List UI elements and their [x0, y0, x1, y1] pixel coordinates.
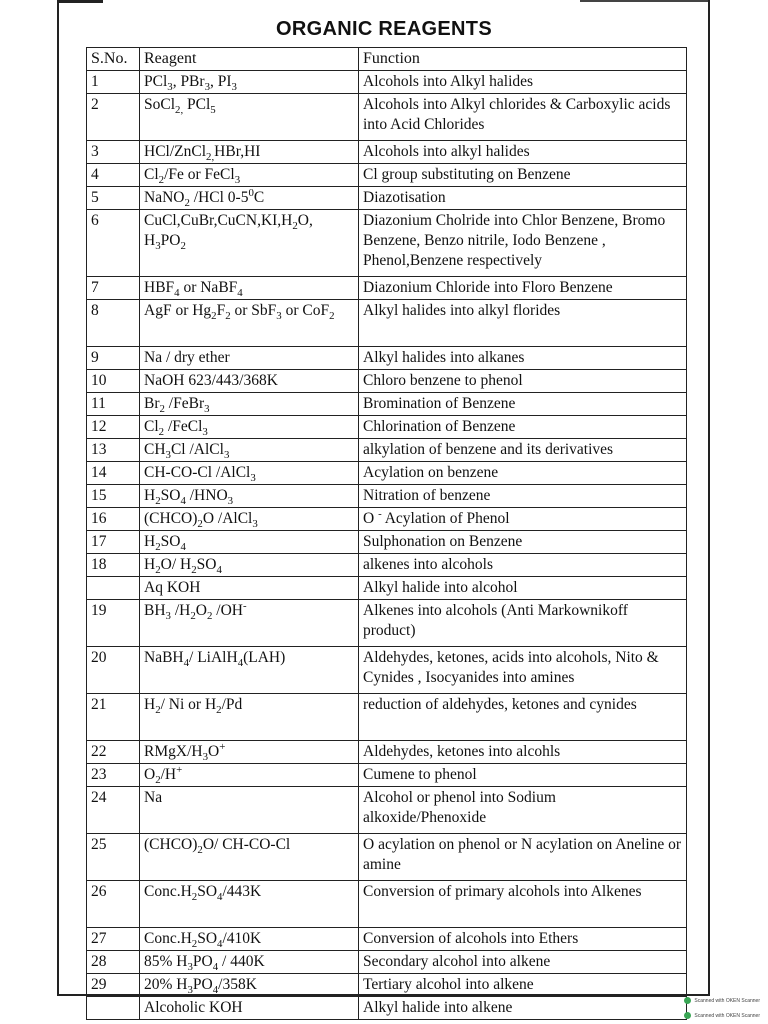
reagent-cell: Na / dry ether [140, 347, 359, 370]
table-row [87, 531, 687, 554]
table-row [87, 600, 687, 647]
reagent-cell: $H_2/$ Ni or $H_2/Pd$ [140, 694, 359, 741]
sno-cell: 25 [87, 834, 140, 881]
function-cell: Cumene to phenol [359, 764, 687, 787]
table-row [87, 300, 687, 347]
function-cell: Alkyl halides into alkanes [359, 347, 687, 370]
table-header-row [87, 48, 687, 71]
reagent-cell: Na [140, 787, 359, 834]
reagent-cell: $H_2O/$ $H_2SO_4$ [140, 554, 359, 577]
sno-cell: 9 [87, 347, 140, 370]
reagent-cell: $H_2SO_4$ $/HNO_3$ [140, 485, 359, 508]
reagent-cell: 20% $H_3PO_4/358K$ [140, 974, 359, 997]
sno-cell: 13 [87, 439, 140, 462]
sno-cell: 20 [87, 647, 140, 694]
table-row [87, 974, 687, 997]
table-row [87, 347, 687, 370]
scanner-text: Scanned with OKEN Scanner [694, 1012, 760, 1019]
header-reagent: Reagent [140, 48, 359, 71]
sno-cell: 22 [87, 741, 140, 764]
function-cell: Chloro benzene to phenol [359, 370, 687, 393]
reagent-cell: $Cl_2/Fe$ or FeCl$_3$ [140, 164, 359, 187]
table-row [87, 787, 687, 834]
sno-cell: 17 [87, 531, 140, 554]
table-row [87, 277, 687, 300]
reagent-cell: HCl/ZnCl$_{2,}$HBr,HI [140, 141, 359, 164]
function-cell: alkenes into alcohols [359, 554, 687, 577]
reagent-cell: 85% $H_3PO_4 / 440K$ [140, 951, 359, 974]
reagent-cell: NaNO$_2$ /HCl $0-5^0C$ [140, 187, 359, 210]
reagent-cell: Aq KOH [140, 577, 359, 600]
reagent-cell: $O_2/H^+$ [140, 764, 359, 787]
reagent-cell: $CuCl,CuBr,CuCN,KI,H_2O$, $H_3PO_2$ [140, 210, 359, 277]
function-cell: O - Acylation of Phenol [359, 508, 687, 531]
function-cell: Nitration of benzene [359, 485, 687, 508]
function-cell: Alcohols into Alkyl chlorides & Carboxylic acids into Acid Chlorides [359, 94, 687, 141]
table-row [87, 94, 687, 141]
function-cell: Diazonium Cholride into Chlor Benzene, Bromo Benzene, Benzo nitrile, Iodo Benzene , Phenol,Benzene respectively [359, 210, 687, 277]
function-cell: Alkyl halide into alcohol [359, 577, 687, 600]
reagent-cell: $(CHCO)_2O$ /AlCl$_3$ [140, 508, 359, 531]
reagent-cell: CH-CO-Cl /AlCl$_3$ [140, 462, 359, 485]
header-sno: S.No. [87, 48, 140, 71]
reagents-table [86, 47, 687, 1020]
table-row [87, 764, 687, 787]
sno-cell [87, 577, 140, 600]
sno-cell: 10 [87, 370, 140, 393]
function-cell: Diazonium Chloride into Floro Benzene [359, 277, 687, 300]
function-cell: Diazotisation [359, 187, 687, 210]
function-cell: Acylation on benzene [359, 462, 687, 485]
table-row [87, 647, 687, 694]
table-row [87, 554, 687, 577]
sno-cell: 18 [87, 554, 140, 577]
scanner-watermark [684, 1012, 760, 1019]
function-cell: Alcohols into Alkyl halides [359, 71, 687, 94]
sno-cell: 11 [87, 393, 140, 416]
sno-cell: 7 [87, 277, 140, 300]
table-row [87, 141, 687, 164]
function-cell: Chlorination of Benzene [359, 416, 687, 439]
table-row [87, 951, 687, 974]
function-cell: Alkenes into alcohols (Anti Markownikoff product) [359, 600, 687, 647]
table-row [87, 187, 687, 210]
reagent-cell: $Conc.H_2SO_4/410K$ [140, 928, 359, 951]
function-cell: Tertiary alcohol into alkene [359, 974, 687, 997]
sno-cell: 12 [87, 416, 140, 439]
sno-cell: 29 [87, 974, 140, 997]
table-row [87, 71, 687, 94]
reagent-cell: $Br_2$ /FeBr$_3$ [140, 393, 359, 416]
table-row [87, 928, 687, 951]
reagent-cell: $H_2SO_4$ [140, 531, 359, 554]
reagent-cell: $BH_3$ $/H_2O_2$ /OH- [140, 600, 359, 647]
sno-cell: 19 [87, 600, 140, 647]
header-function: Function [359, 48, 687, 71]
function-cell: Secondary alcohol into alkene [359, 951, 687, 974]
table-row [87, 577, 687, 600]
function-cell: alkylation of benzene and its derivatives [359, 439, 687, 462]
sno-cell: 16 [87, 508, 140, 531]
scanner-text: Scanned with OKEN Scanner [694, 997, 760, 1004]
sno-cell: 3 [87, 141, 140, 164]
scanner-watermark [684, 997, 760, 1004]
table-row [87, 694, 687, 741]
sno-cell: 6 [87, 210, 140, 277]
sno-cell: 8 [87, 300, 140, 347]
table-row [87, 741, 687, 764]
sno-cell: 14 [87, 462, 140, 485]
scanner-logo-icon [684, 997, 691, 1004]
reagent-cell: $HBF_4$ or NaBF$_4$ [140, 277, 359, 300]
table-row [87, 881, 687, 928]
sno-cell: 21 [87, 694, 140, 741]
reagent-cell: PCl$_3$, PBr$_3$, $PI_3$ [140, 71, 359, 94]
function-cell: Alcohol or phenol into Sodium alkoxide/Phenoxide [359, 787, 687, 834]
table-row [87, 164, 687, 187]
reagent-cell: NaBH$_4$/ LiAlH$_4$(LAH) [140, 647, 359, 694]
table-row [87, 210, 687, 277]
table-row [87, 508, 687, 531]
table-row [87, 997, 687, 1020]
page-title: ORGANIC REAGENTS [276, 18, 492, 40]
table-row [87, 439, 687, 462]
reagent-cell: $CH_3Cl$ /AlCl$_3$ [140, 439, 359, 462]
function-cell: Bromination of Benzene [359, 393, 687, 416]
reagent-cell: RMgX/$H_3O^+$ [140, 741, 359, 764]
function-cell: Alkyl halide into alkene [359, 997, 687, 1020]
table-row [87, 393, 687, 416]
reagent-cell: SoCl$_{2,}$ PCl$_5$ [140, 94, 359, 141]
function-cell: reduction of aldehydes, ketones and cynides [359, 694, 687, 741]
reagent-cell: AgF or $Hg_2F_2$ or SbF$_3$ or CoF$_2$ [140, 300, 359, 347]
function-cell: Sulphonation on Benzene [359, 531, 687, 554]
function-cell: Alkyl halides into alkyl florides [359, 300, 687, 347]
scanner-logo-icon [684, 1012, 691, 1019]
function-cell: Aldehydes, ketones into alcohls [359, 741, 687, 764]
sno-cell: 28 [87, 951, 140, 974]
sno-cell: 1 [87, 71, 140, 94]
table-row [87, 834, 687, 881]
sno-cell [87, 997, 140, 1020]
sno-cell: 26 [87, 881, 140, 928]
sno-cell: 24 [87, 787, 140, 834]
reagent-cell: NaOH 623/443/368K [140, 370, 359, 393]
function-cell: Cl group substituting on Benzene [359, 164, 687, 187]
function-cell: Alcohols into alkyl halides [359, 141, 687, 164]
sno-cell: 27 [87, 928, 140, 951]
table-body [87, 71, 687, 1020]
reagent-cell: $Cl_2$ /FeCl$_3$ [140, 416, 359, 439]
reagent-cell: Alcoholic KOH [140, 997, 359, 1020]
sno-cell: 15 [87, 485, 140, 508]
function-cell: Aldehydes, ketones, acids into alcohols, Nito & Cynides , Isocyanides into amines [359, 647, 687, 694]
reagent-cell: $(CHCO)_2O/$ CH-CO-Cl [140, 834, 359, 881]
sno-cell: 23 [87, 764, 140, 787]
table-row [87, 462, 687, 485]
function-cell: Conversion of alcohols into Ethers [359, 928, 687, 951]
table-row [87, 370, 687, 393]
table-row [87, 485, 687, 508]
function-cell: Conversion of primary alcohols into Alkenes [359, 881, 687, 928]
reagent-cell: $Conc.H_2SO_4/443K$ [140, 881, 359, 928]
sno-cell: 5 [87, 187, 140, 210]
function-cell: O acylation on phenol or N acylation on Aneline or amine [359, 834, 687, 881]
table-row [87, 416, 687, 439]
sno-cell: 2 [87, 94, 140, 141]
sno-cell: 4 [87, 164, 140, 187]
